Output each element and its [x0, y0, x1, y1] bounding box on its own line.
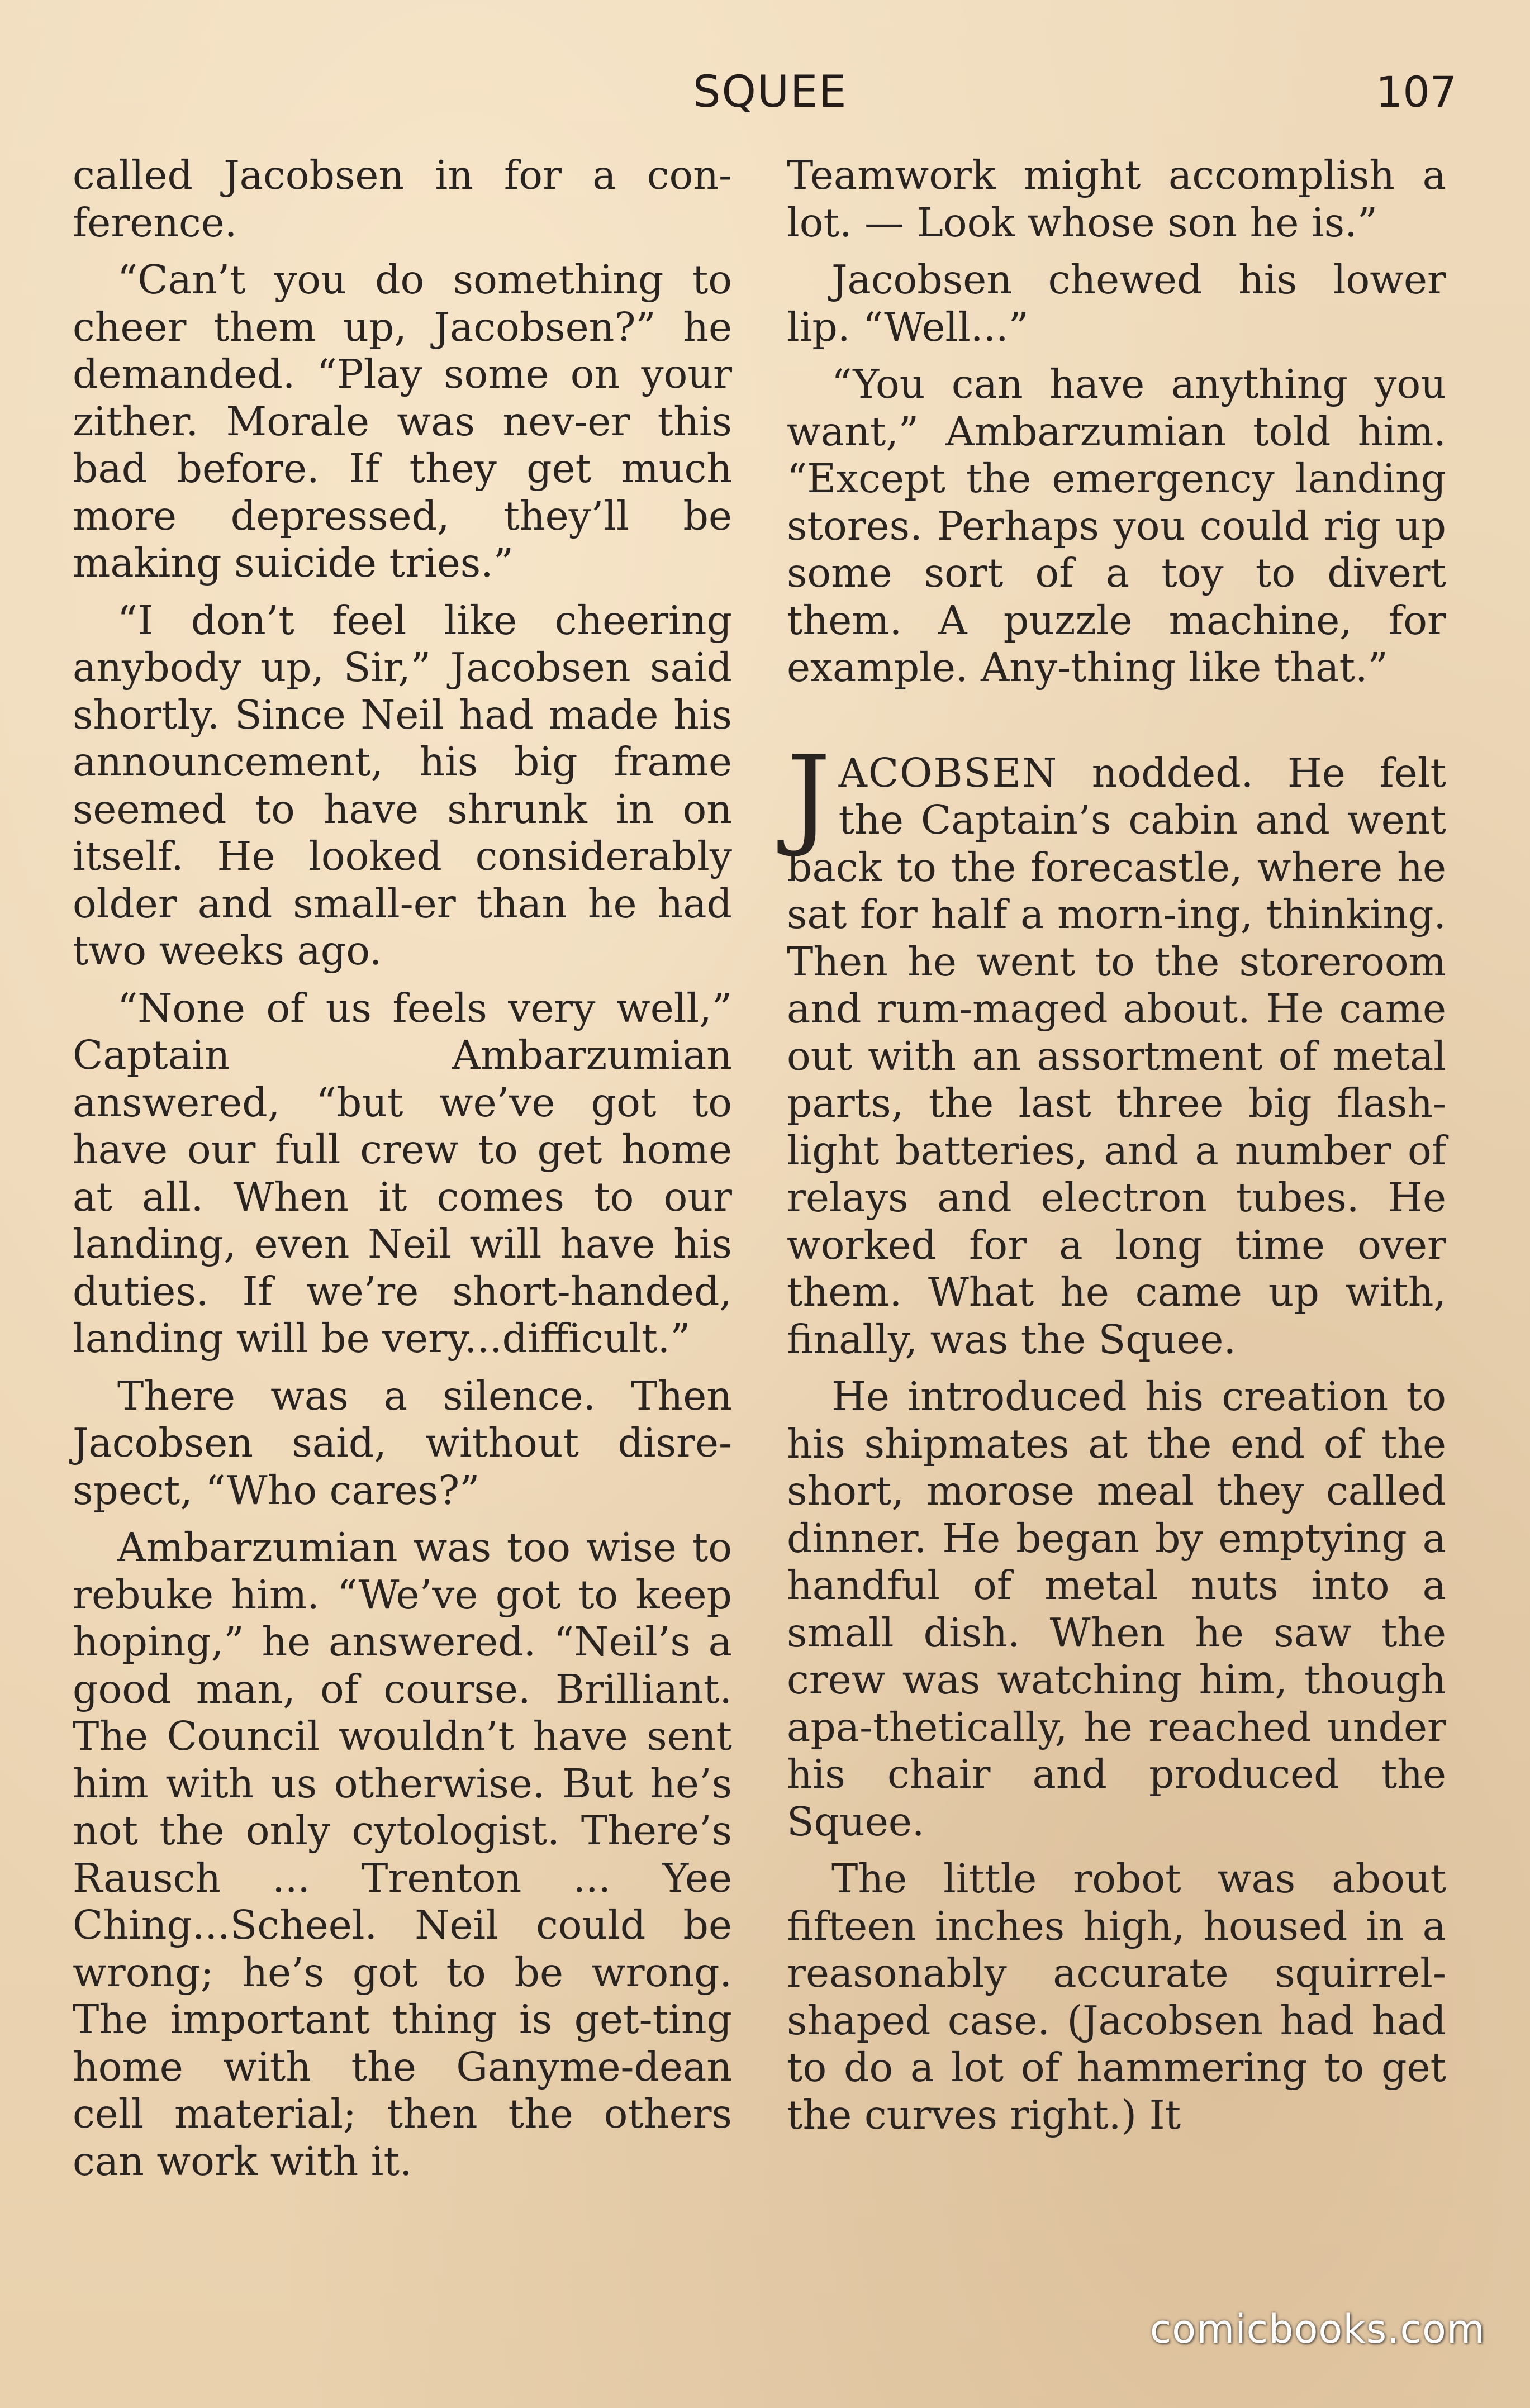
- paragraph: “Can’t you do something to cheer them up, Jacobsen?” he demanded. “Play some on your zither. Morale was nev-er this bad before. If they get much more depressed, they’ll be making suicide tries.”: [73, 256, 732, 586]
- paragraph: The little robot was about fifteen inches high, housed in a reasonably accurate squirrel-shaped case. (Jacobsen had had to do a lot of hammering to get the curves right.) It: [787, 1855, 1446, 2138]
- paragraph: Jacobsen chewed his lower lip. “Well...”: [787, 256, 1446, 350]
- left-column: [73, 152, 732, 2195]
- paragraph: He introduced his creation to his shipmates at the end of the short, morose meal they called dinner. He began by emptying a handful of metal nuts into a small dish. When he saw the crew was watching him, though apa-thetically, he reached under his chair and produced the Squee.: [787, 1373, 1446, 1845]
- paragraph: Teamwork might accomplish a lot. — Look whose son he is.”: [787, 152, 1446, 246]
- paragraph: “You can have anything you want,” Ambarzumian told him. “Except the emergency landing stores. Perhaps you could rig up some sort of a toy to divert them. A puzzle machine, for example. Any-thing like that.”: [787, 361, 1446, 691]
- watermark: comicbooks.com: [1149, 2306, 1485, 2352]
- running-title: SQUEE: [693, 67, 848, 117]
- paragraph: called Jacobsen in for a con-ference.: [73, 152, 732, 246]
- paragraph: There was a silence. Then Jacobsen said, without disre-spect, “Who cares?”: [73, 1372, 732, 1514]
- running-head: [0, 67, 1530, 129]
- paragraph: “None of us feels very well,” Captain Ambarzumian answered, “but we’ve got to have our full crew to get home at all. When it comes to our landing, even Neil will have his duties. If we’re short-handed, landing will be very...difficult.”: [73, 984, 732, 1362]
- drop-cap: J: [787, 732, 831, 860]
- paragraph: “I don’t feel like cheering anybody up, Sir,” Jacobsen said shortly. Since Neil had made his announcement, his big frame seemed to have shrunk in on itself. He looked considerably older and small-er than he had two weeks ago.: [73, 597, 732, 974]
- section-lead-word: ACOBSEN: [838, 749, 1058, 796]
- section-opening-paragraph: [787, 732, 1446, 1364]
- section-lead-text: nodded. He felt the Captain’s cabin and went back to the forecastle, where he sat for half a morn-ing, thinking. Then he went to the storeroom and rum-maged about. He came out with an assortment of metal parts, the last three big flash-light batteries, and a number of relays and electron tubes. He worked for a long time over them. What he came up with, finally, was the Squee.: [787, 749, 1446, 1363]
- paragraph: Ambarzumian was too wise to rebuke him. “We’ve got to keep hoping,” he answered. “Neil’s a good man, of course. Brilliant. The Council wouldn’t have sent him with us otherwise. But he’s not the only cytologist. There’s Rausch ... Trenton ... Yee Ching...Scheel. Neil could be wrong; he’s got to be wrong. The important thing is get-ting home with the Ganyme-dean cell material; then the others can work with it.: [73, 1524, 732, 2185]
- page-number: 107: [1376, 67, 1457, 117]
- right-column: [787, 152, 1446, 2149]
